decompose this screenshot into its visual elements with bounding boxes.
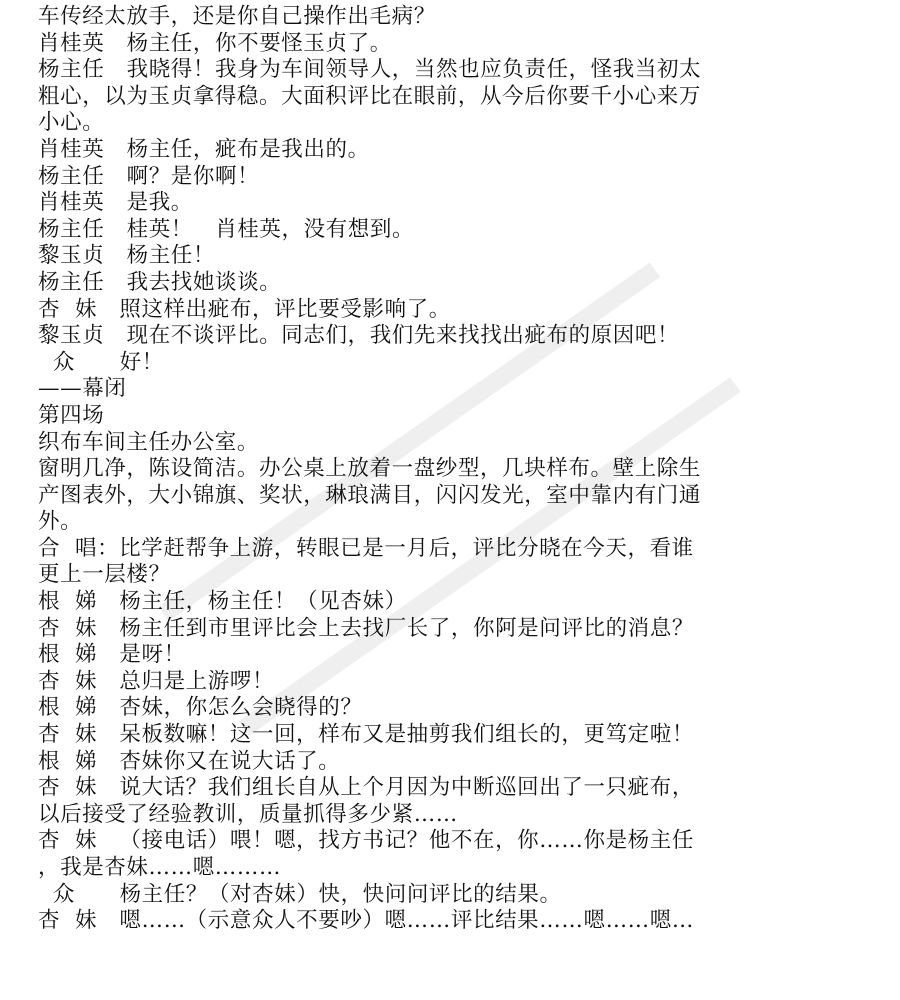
text-line: 粗心，以为玉贞拿得稳。大面积评比在眼前，从今后你要千小心来万 xyxy=(38,83,702,109)
text-line: 根 娣 是呀！ xyxy=(38,642,186,668)
stage-direction: 窗明几净，陈设简洁。办公桌上放着一盘纱型，几块样布。壁上除生 xyxy=(38,456,702,482)
text-line: 杏 妹 说大话？我们组长自从上个月因为中断巡回出了一只疵布， xyxy=(38,775,694,801)
stage-direction: 产图表外，大小锦旗、奖状，琳琅满目，闪闪发光，室中靠内有门通 xyxy=(38,482,702,508)
text-line: 肖桂英 杨主任，疵布是我出的。 xyxy=(38,136,370,162)
text-line: 以后接受了经验教训，质量抓得多少紧…… xyxy=(38,801,458,827)
text-line: 杏 妹 照这样出疵布，评比要受影响了。 xyxy=(38,296,451,322)
setting-line: 织布车间主任办公室。 xyxy=(38,429,260,455)
text-line: 合 唱：比学赶帮争上游，转眼已是一月后，评比分晓在今天，看谁 xyxy=(38,535,694,561)
scene-end: ——幕闭 xyxy=(38,376,127,402)
text-line: 肖桂英 是我。 xyxy=(38,190,193,216)
text-line: 众 杨主任？（对杏妹）快，快问问评比的结果。 xyxy=(38,881,562,907)
text-line: 杏 妹 杨主任到市里评比会上去找厂长了，你阿是问评比的消息？ xyxy=(38,615,694,641)
text-line: 杨主任 啊？是你啊！ xyxy=(38,163,260,189)
text-line: 小心。 xyxy=(38,110,105,136)
text-line: 杏 妹 （接电话）喂！嗯，找方书记？他不在，你……你是杨主任 xyxy=(38,828,694,854)
text-line: 黎玉贞 杨主任！ xyxy=(38,243,216,269)
text-line: 更上一层楼？ xyxy=(38,562,171,588)
stage-direction: 外。 xyxy=(38,509,83,535)
text-line: 根 娣 杏妹，你怎么会晓得的？ xyxy=(38,695,363,721)
scene-title: 第四场 xyxy=(38,402,105,428)
text-line: 肖桂英 杨主任，你不要怪玉贞了。 xyxy=(38,30,392,56)
text-line: 杨主任 我去找她谈谈。 xyxy=(38,269,282,295)
script-page xyxy=(38,4,878,935)
text-line: 众 好！ xyxy=(38,349,164,375)
text-line: ，我是杏妹……嗯……… xyxy=(38,855,282,880)
text-line: 根 娣 杏妹你又在说大话了。 xyxy=(38,748,341,774)
text-line: 杏 妹 呆板数嘛！这一回，样布又是抽剪我们组长的，更笃定啦！ xyxy=(38,722,694,748)
text-line: 车传经太放手，还是你自己操作出毛病？ xyxy=(38,4,436,29)
text-line: 黎玉贞 现在不谈评比。同志们，我们先来找找出疵布的原因吧！ xyxy=(38,323,680,349)
text-line: 根 娣 杨主任，杨主任！（见杏妹） xyxy=(38,589,407,615)
text-line: 杨主任 桂英！ 肖桂英，没有想到。 xyxy=(38,216,415,242)
text-line: 杏 妹 总归是上游啰！ xyxy=(38,668,275,694)
text-line: 杏 妹 嗯……（示意众人不要吵）嗯……评比结果……嗯……嗯… xyxy=(38,908,694,934)
text-line: 杨主任 我晓得！我身为车间领导人，当然也应负责任，怪我当初太 xyxy=(38,57,702,83)
